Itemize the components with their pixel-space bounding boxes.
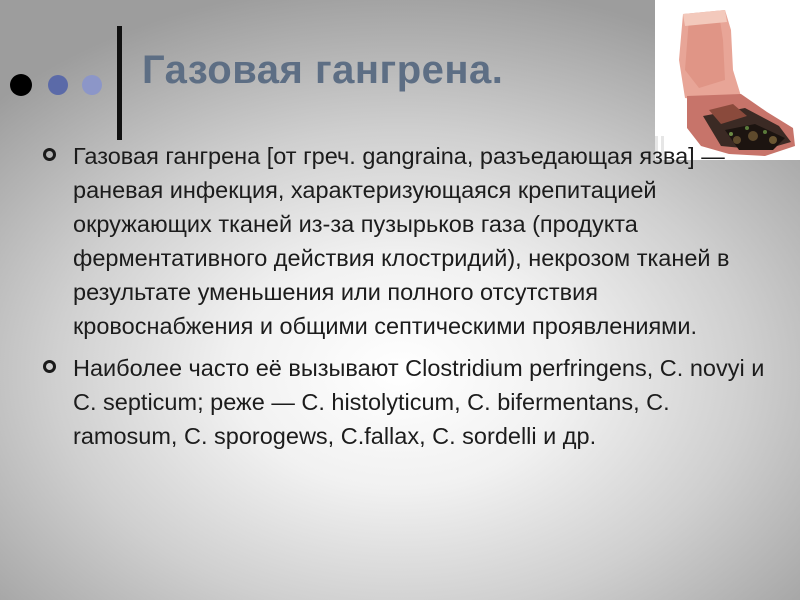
dot-lightblue	[82, 75, 102, 95]
bullet-text: Газовая гангрена [от греч. gangraina, разъедающая язва] — раневая инфекция, характеризующаяся крепитацией окружающих тканей из-за пузырьков газа (продукта ферментативного действия клостридий), некрозом тканей в результате уменьшения или полного отсутствия кровоснабжения и общими септическими проявлениями.	[73, 143, 730, 339]
slide-content	[40, 139, 780, 461]
accent-bar	[117, 26, 122, 140]
dot-blue	[48, 75, 68, 95]
bullet-circle-icon	[43, 360, 56, 373]
bullet-item-definition	[40, 139, 780, 343]
slide-title: Газовая гангрена.	[142, 48, 504, 92]
bullet-circle-icon	[43, 148, 56, 161]
bullet-item-pathogens	[40, 351, 780, 453]
dot-black	[10, 74, 32, 96]
decorative-dots	[10, 72, 105, 96]
bullet-text: Наиболее часто её вызывают Clostridium perfringens, C. novyi и C. septicum; реже — C. histolyticum, C. bifermentans, C. ramosum, C. sporogews, C.fallax, C. sordelli и др.	[73, 355, 765, 449]
gangrenous-foot-photo	[655, 0, 800, 160]
foot-image-icon	[655, 0, 800, 160]
